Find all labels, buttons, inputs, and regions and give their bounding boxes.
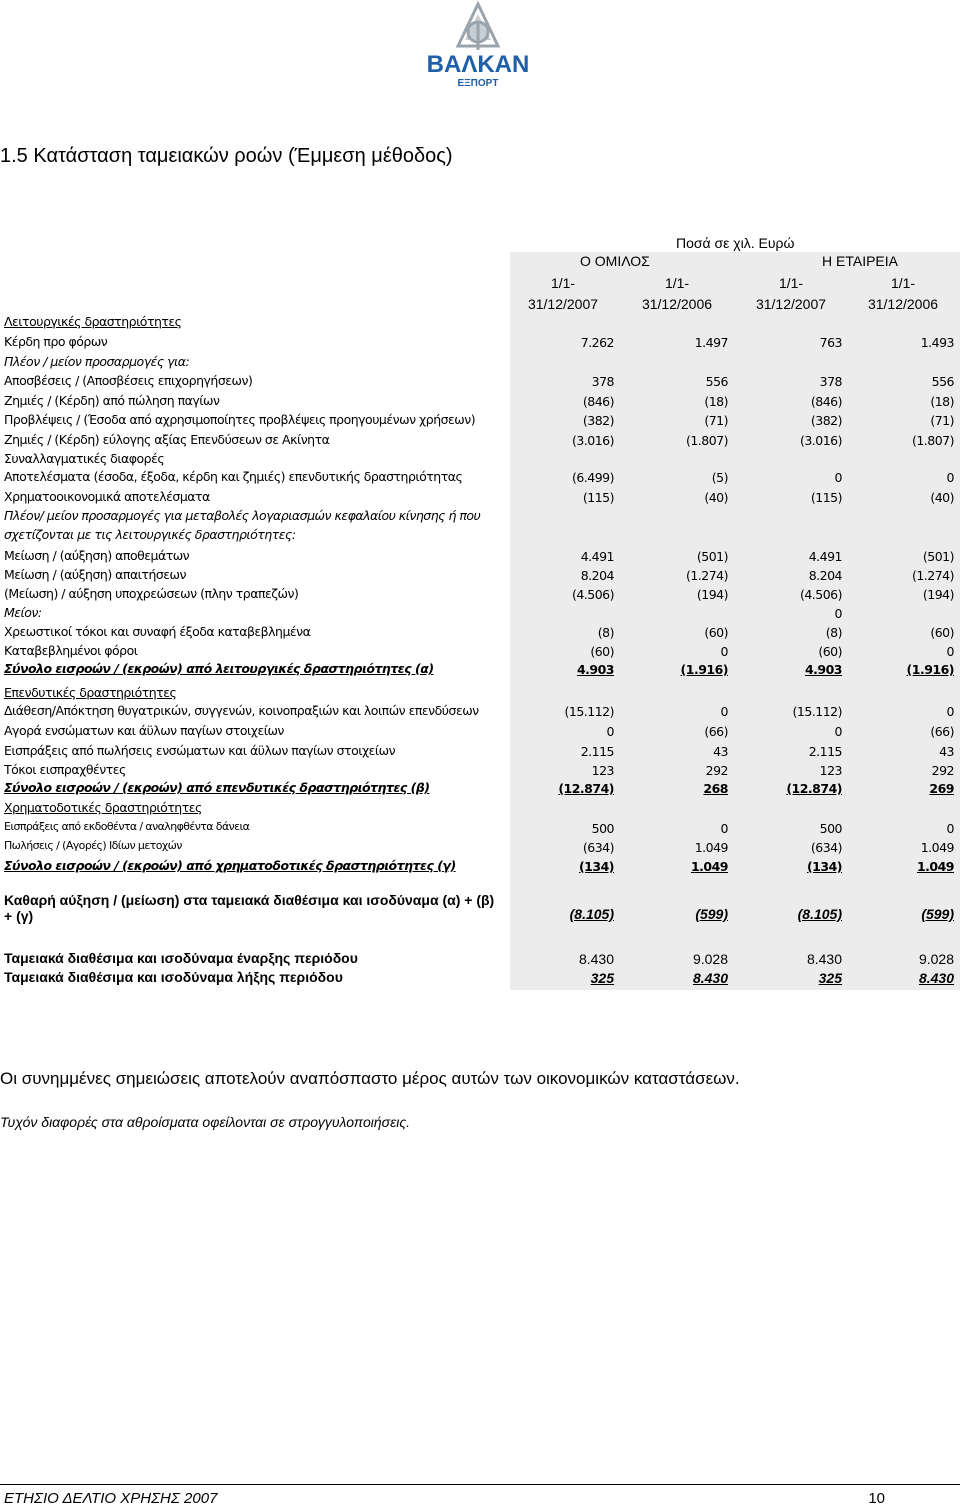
table-row bbox=[0, 818, 960, 838]
table-row bbox=[0, 449, 960, 469]
row-label: Σύνολο εισροών / (εκροών) από επενδυτικές δραστηριότητες (β) bbox=[4, 780, 430, 795]
value-cell: 8.430 bbox=[806, 951, 842, 967]
value-cell: 268 bbox=[703, 781, 728, 796]
value-cell: 4.903 bbox=[804, 662, 842, 677]
row-label: Εισπράξεις από πωλήσεις ενσώματων και άϋλων παγίων στοιχείων bbox=[4, 743, 396, 758]
row-label: Σύνολο εισροών / (εκροών) από λειτουργικές δραστηριότητες (α) bbox=[4, 661, 434, 676]
row-label: Κέρδη προ φόρων bbox=[4, 334, 108, 349]
period-header: 1/1- 31/12/2007 bbox=[527, 275, 599, 312]
value-cell: 292 bbox=[931, 763, 954, 778]
table-row bbox=[0, 659, 960, 679]
table-row bbox=[0, 391, 960, 411]
row-label: Διάθεση/Απόκτηση θυγατρικών, συγγενών, κοινοπραξιών και λοιπών επενδύσεων bbox=[4, 703, 479, 718]
value-cell: 43 bbox=[713, 744, 728, 759]
table-row bbox=[0, 430, 960, 450]
value-cell: (8.105) bbox=[797, 906, 842, 922]
value-cell: 269 bbox=[929, 781, 954, 796]
value-cell: (71) bbox=[930, 413, 954, 428]
table-row bbox=[0, 410, 960, 430]
table-row bbox=[0, 467, 960, 487]
company-header: Η ΕΤΑΙΡΕΙΑ bbox=[822, 253, 898, 269]
value-cell: 9.028 bbox=[692, 951, 728, 967]
table-row bbox=[0, 487, 960, 507]
value-cell: (8) bbox=[597, 625, 614, 640]
table-row bbox=[0, 741, 960, 761]
value-cell: 0 bbox=[720, 704, 728, 719]
value-cell: 325 bbox=[590, 970, 614, 986]
value-cell: 1.049 bbox=[920, 840, 954, 855]
row-label: Μείον: bbox=[4, 605, 42, 620]
value-cell: (66) bbox=[930, 724, 954, 739]
value-cell: (40) bbox=[930, 490, 954, 505]
value-cell: 7.262 bbox=[580, 335, 614, 350]
value-cell: 0 bbox=[720, 644, 728, 659]
value-cell: (382) bbox=[582, 413, 614, 428]
period-header: 1/1- 31/12/2006 bbox=[867, 275, 939, 312]
value-cell: 556 bbox=[705, 374, 728, 389]
value-cell: 1.497 bbox=[694, 335, 728, 350]
value-cell: (60) bbox=[818, 644, 842, 659]
value-cell: (8) bbox=[825, 625, 842, 640]
table-row bbox=[0, 701, 960, 721]
row-label: Πλέον / μείον προσαρμογές για: bbox=[4, 354, 190, 369]
notes-statement: Οι συνημμένες σημειώσεις αποτελούν αναπόσπαστο μέρος αυτών των οικονομικών καταστάσεων. bbox=[0, 1069, 740, 1088]
table-row bbox=[0, 683, 960, 703]
value-cell: 292 bbox=[705, 763, 728, 778]
value-cell: (382) bbox=[810, 413, 842, 428]
value-cell: 8.204 bbox=[808, 568, 842, 583]
table-row bbox=[0, 622, 960, 642]
footer-title: ΕΤΗΣΙΟ ΔΕΛΤΙΟ ΧΡΗΣΗΣ 2007 bbox=[4, 1490, 218, 1507]
value-cell: 1.493 bbox=[920, 335, 954, 350]
table-row bbox=[0, 312, 960, 332]
table-row bbox=[0, 546, 960, 566]
row-label: Αγορά ενσώματων και άϋλων παγίων στοιχείων bbox=[4, 723, 284, 738]
value-cell: (846) bbox=[810, 394, 842, 409]
section-title: 1.5 Κατάσταση ταμειακών ροών (Έμμεση μέθοδος) bbox=[0, 145, 453, 167]
cash-start-row bbox=[0, 948, 960, 968]
value-cell: 4.491 bbox=[580, 549, 614, 564]
row-label: Ταμειακά διαθέσιμα και ισοδύναμα έναρξης περιόδου bbox=[4, 950, 358, 966]
value-cell: (4.506) bbox=[799, 587, 842, 602]
row-label: Μείωση / (αύξηση) απαιτήσεων bbox=[4, 567, 186, 582]
table-row bbox=[0, 352, 960, 372]
row-label: Μείωση / (αύξηση) αποθεμάτων bbox=[4, 548, 190, 563]
value-cell: (501) bbox=[696, 549, 728, 564]
value-cell: 0 bbox=[720, 821, 728, 836]
value-cell: (1.807) bbox=[685, 433, 728, 448]
value-cell: (846) bbox=[582, 394, 614, 409]
row-label: Συναλλαγματικές διαφορές bbox=[4, 451, 165, 466]
table-row bbox=[0, 641, 960, 661]
logo-brand: ΒΑΛΚΑΝ bbox=[426, 51, 530, 78]
value-cell: 556 bbox=[931, 374, 954, 389]
value-cell: 8.430 bbox=[578, 951, 614, 967]
period-header: 1/1- 31/12/2006 bbox=[641, 275, 713, 312]
row-label: Πλέον/ μείον προσαρμογές για μεταβολές λογαριασμών κεφαλαίου κίνησης ή που bbox=[4, 508, 481, 523]
value-cell: (18) bbox=[704, 394, 728, 409]
row-label: Πωλήσεις / (Αγορές) Ιδίων μετοχών bbox=[4, 839, 182, 852]
table-row bbox=[0, 856, 960, 876]
value-cell: 0 bbox=[946, 644, 954, 659]
logo-sub: ΕΞΠΟΡΤ bbox=[457, 78, 499, 89]
value-cell: 1.049 bbox=[690, 859, 728, 874]
value-cell: (15.112) bbox=[792, 704, 842, 719]
row-label: Αποσβέσεις / (Αποσβέσεις επιχορηγήσεων) bbox=[4, 373, 253, 388]
table-row bbox=[0, 565, 960, 585]
value-cell: (1.274) bbox=[911, 568, 954, 583]
table-row bbox=[0, 332, 960, 352]
row-label: Τόκοι εισπραχθέντες bbox=[4, 762, 126, 777]
value-cell: (1.274) bbox=[685, 568, 728, 583]
value-cell: (40) bbox=[704, 490, 728, 505]
rounding-note: Τυχόν διαφορές στα αθροίσματα οφείλονται σε στρογγυλοποιήσεις. bbox=[0, 1114, 411, 1130]
table-row bbox=[0, 371, 960, 391]
value-cell: 500 bbox=[591, 821, 614, 836]
value-cell: (194) bbox=[696, 587, 728, 602]
value-cell: (3.016) bbox=[571, 433, 614, 448]
value-cell: (12.874) bbox=[558, 781, 614, 796]
value-cell: (66) bbox=[704, 724, 728, 739]
value-cell: 1.049 bbox=[916, 859, 954, 874]
value-cell: 8.430 bbox=[918, 970, 954, 986]
row-label: (Μείωση) / αύξηση υποχρεώσεων (πλην τραπεζών) bbox=[4, 586, 299, 601]
row-label: Χρηματοδοτικές δραστηριότητες bbox=[4, 800, 202, 815]
value-cell: 43 bbox=[939, 744, 954, 759]
table-row bbox=[0, 721, 960, 741]
footer-rule bbox=[0, 1484, 960, 1485]
value-cell: 0 bbox=[606, 724, 614, 739]
value-cell: (1.807) bbox=[911, 433, 954, 448]
value-cell: 8.430 bbox=[692, 970, 728, 986]
value-cell: 8.204 bbox=[580, 568, 614, 583]
value-cell: 1.049 bbox=[694, 840, 728, 855]
value-cell: (4.506) bbox=[571, 587, 614, 602]
value-cell: 0 bbox=[946, 704, 954, 719]
value-cell: (8.105) bbox=[569, 906, 614, 922]
value-cell: (6.499) bbox=[571, 470, 614, 485]
value-cell: 0 bbox=[834, 724, 842, 739]
value-cell: (1.916) bbox=[906, 662, 954, 677]
value-cell: (60) bbox=[590, 644, 614, 659]
value-cell: (115) bbox=[810, 490, 842, 505]
value-cell: (634) bbox=[582, 840, 614, 855]
value-cell: 500 bbox=[819, 821, 842, 836]
value-cell: 9.028 bbox=[918, 951, 954, 967]
value-cell: 2.115 bbox=[808, 744, 842, 759]
value-cell: 4.903 bbox=[576, 662, 614, 677]
value-cell: (12.874) bbox=[786, 781, 842, 796]
value-cell: (5) bbox=[711, 470, 728, 485]
row-label: Σύνολο εισροών / (εκροών) από χρηματοδοτικές δραστηριότητες (γ) bbox=[4, 858, 456, 873]
row-label: σχετίζονται με τις λειτουργικές δραστηριότητες: bbox=[4, 527, 296, 542]
row-label: Ζημιές / (Κέρδη) εύλογης αξίας Επενδύσεων σε Ακίνητα bbox=[4, 432, 330, 447]
net-change-label: Καθαρή αύξηση / (μείωση) στα ταμειακά διαθέσιμα και ισοδύναμα (α) + (β) + (γ) bbox=[4, 892, 495, 924]
net-change-row bbox=[0, 892, 960, 932]
value-cell: (3.016) bbox=[799, 433, 842, 448]
row-label: Καταβεβλημένοι φόροι bbox=[4, 643, 138, 658]
value-cell: (634) bbox=[810, 840, 842, 855]
value-cell: 325 bbox=[818, 970, 842, 986]
table-row bbox=[0, 506, 960, 526]
value-cell: (15.112) bbox=[564, 704, 614, 719]
value-cell: 378 bbox=[819, 374, 842, 389]
value-cell: 0 bbox=[834, 470, 842, 485]
value-cell: (501) bbox=[922, 549, 954, 564]
table-row bbox=[0, 837, 960, 857]
row-label: Χρεωστικοί τόκοι και συναφή έξοδα καταβεβλημένα bbox=[4, 624, 311, 639]
value-cell: (134) bbox=[806, 859, 842, 874]
row-label: Αποτελέσματα (έσοδα, έξοδα, κέρδη και ζημιές) επενδυτικής δραστηριότητας bbox=[4, 469, 463, 484]
company-logo bbox=[418, 0, 538, 92]
group-header: Ο ΟΜΙΛΟΣ bbox=[580, 253, 650, 269]
table-row bbox=[0, 584, 960, 604]
value-cell: 123 bbox=[591, 763, 614, 778]
value-cell: 0 bbox=[946, 821, 954, 836]
units-label: Ποσά σε χιλ. Ευρώ bbox=[676, 235, 795, 251]
value-cell: (60) bbox=[930, 625, 954, 640]
value-cell: (1.916) bbox=[680, 662, 728, 677]
value-cell: (599) bbox=[695, 906, 728, 922]
value-cell: 378 bbox=[591, 374, 614, 389]
value-cell: 123 bbox=[819, 763, 842, 778]
value-cell: (18) bbox=[930, 394, 954, 409]
row-label: Λειτουργικές δραστηριότητες bbox=[4, 314, 182, 329]
value-cell: (194) bbox=[922, 587, 954, 602]
row-label: Χρηματοοικονομικά αποτελέσματα bbox=[4, 489, 210, 504]
value-cell: 4.491 bbox=[808, 549, 842, 564]
period-header: 1/1- 31/12/2007 bbox=[755, 275, 827, 312]
cash-end-row bbox=[0, 967, 960, 987]
row-label: Ταμειακά διαθέσιμα και ισοδύναμα λήξης περιόδου bbox=[4, 969, 343, 985]
row-label: Εισπράξεις από εκδοθέντα / αναληφθέντα δάνεια bbox=[4, 820, 250, 833]
value-cell: (60) bbox=[704, 625, 728, 640]
value-cell: 2.115 bbox=[580, 744, 614, 759]
table-row bbox=[0, 798, 960, 818]
table-row bbox=[0, 525, 960, 545]
row-label: Ζημιές / (Κέρδη) από πώληση παγίων bbox=[4, 393, 220, 408]
value-cell: (134) bbox=[578, 859, 614, 874]
table-row bbox=[0, 778, 960, 798]
value-cell: (71) bbox=[704, 413, 728, 428]
table-row bbox=[0, 603, 960, 623]
row-label: Επενδυτικές δραστηριότητες bbox=[4, 685, 177, 700]
page-number: 10 bbox=[868, 1490, 885, 1507]
value-cell: (115) bbox=[582, 490, 614, 505]
table-row bbox=[0, 760, 960, 780]
value-cell: 0 bbox=[834, 606, 842, 621]
value-cell: 0 bbox=[946, 470, 954, 485]
value-cell: 763 bbox=[819, 335, 842, 350]
row-label: Προβλέψεις / (Έσοδα από αχρησιμοποίητες προβλέψεις προηγουμένων χρήσεων) bbox=[4, 412, 476, 427]
value-cell: (599) bbox=[921, 906, 954, 922]
